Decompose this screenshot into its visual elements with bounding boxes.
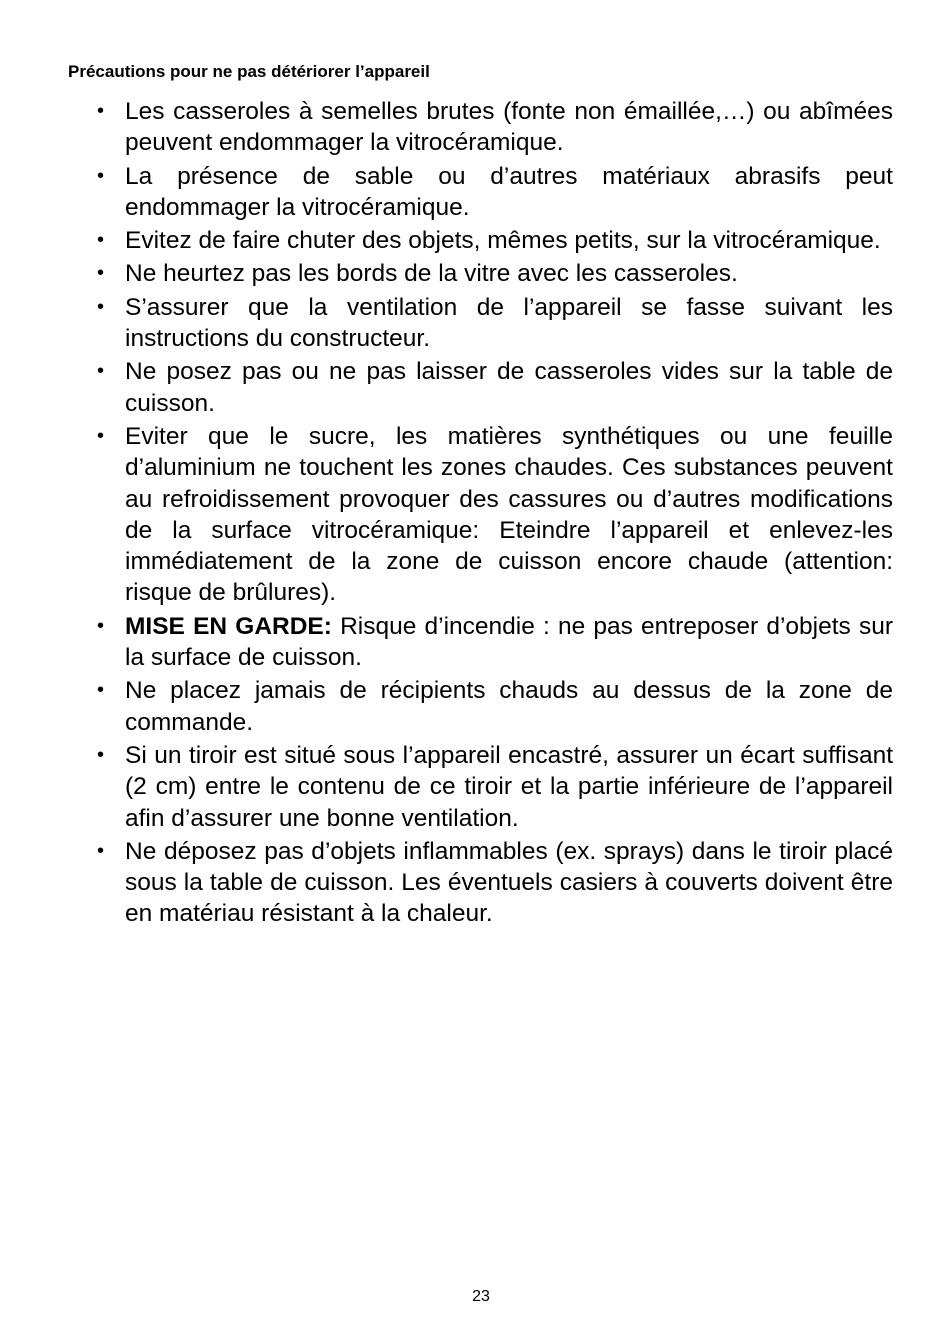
page-number: 23 bbox=[472, 1288, 490, 1305]
bullet-icon: • bbox=[97, 424, 105, 447]
precautions-list bbox=[95, 96, 893, 932]
list-item-warning bbox=[95, 611, 893, 674]
list-item bbox=[95, 675, 893, 738]
section-heading: Précautions pour ne pas détériorer l’appareil bbox=[68, 62, 430, 81]
list-item bbox=[95, 836, 893, 930]
list-item-text: S’assurer que la ventilation de l’appareil se fasse suivant les instructions du constructeur. bbox=[125, 293, 893, 353]
bullet-icon: • bbox=[97, 360, 105, 383]
list-item bbox=[95, 421, 893, 609]
list-item-text: Ne déposez pas d’objets inflammables (ex. sprays) dans le tiroir placé sous la table de cuisson. Les éventuels casiers à couverts doivent être en matériau résistant à la chaleur. bbox=[125, 837, 893, 928]
bullet-icon: • bbox=[97, 262, 105, 285]
warning-label: MISE EN GARDE: bbox=[125, 612, 332, 640]
list-item bbox=[95, 292, 893, 355]
list-item bbox=[95, 258, 893, 289]
list-item bbox=[95, 356, 893, 419]
bullet-icon: • bbox=[97, 743, 105, 766]
list-item-text: La présence de sable ou d’autres matériaux abrasifs peut endommager la vitrocéramique. bbox=[125, 162, 893, 221]
bullet-icon: • bbox=[97, 229, 105, 252]
list-item-text: Eviter que le sucre, les matières synthétiques ou une feuille d’aluminium ne touchent les zones chaudes. Ces substances peuvent au refroidissement provoquer des cassures ou d’autres modifications de la surface vitrocéramique: Eteindre l’appareil et enlevez-les immédiatement de la zone de cuisson encore chaude (attention: risque de brûlures). bbox=[125, 422, 893, 607]
list-item-text: Les casseroles à semelles brutes (fonte non émaillée,…) ou abîmées peuvent endommager la vitrocéramique. bbox=[125, 98, 893, 157]
list-item bbox=[95, 161, 893, 224]
list-item-text: Si un tiroir est situé sous l’appareil encastré, assurer un écart suffisant (2 cm) entre le contenu de ce tiroir et la partie inférieure de l’appareil afin d’assurer une bonne ventilation. bbox=[125, 741, 893, 832]
list-item-text: Ne placez jamais de récipients chauds au dessus de la zone de commande. bbox=[125, 677, 893, 736]
list-item bbox=[95, 96, 893, 159]
bullet-icon: • bbox=[97, 839, 105, 862]
bullet-icon: • bbox=[97, 295, 105, 318]
list-item-text: Ne posez pas ou ne pas laisser de casseroles vides sur la table de cuisson. bbox=[125, 358, 893, 417]
bullet-icon: • bbox=[97, 679, 105, 702]
list-item-text: Ne heurtez pas les bords de la vitre avec les casseroles. bbox=[125, 260, 738, 288]
list-item bbox=[95, 740, 893, 834]
list-item-text: Evitez de faire chuter des objets, mêmes petits, sur la vitrocéramique. bbox=[125, 227, 881, 255]
list-item bbox=[95, 225, 893, 256]
list-item-text: Risque d’incendie : ne pas entreposer d’objets sur la surface de cuisson. bbox=[125, 612, 893, 672]
bullet-icon: • bbox=[97, 100, 105, 122]
bullet-icon: • bbox=[97, 164, 105, 187]
bullet-icon: • bbox=[97, 614, 105, 637]
